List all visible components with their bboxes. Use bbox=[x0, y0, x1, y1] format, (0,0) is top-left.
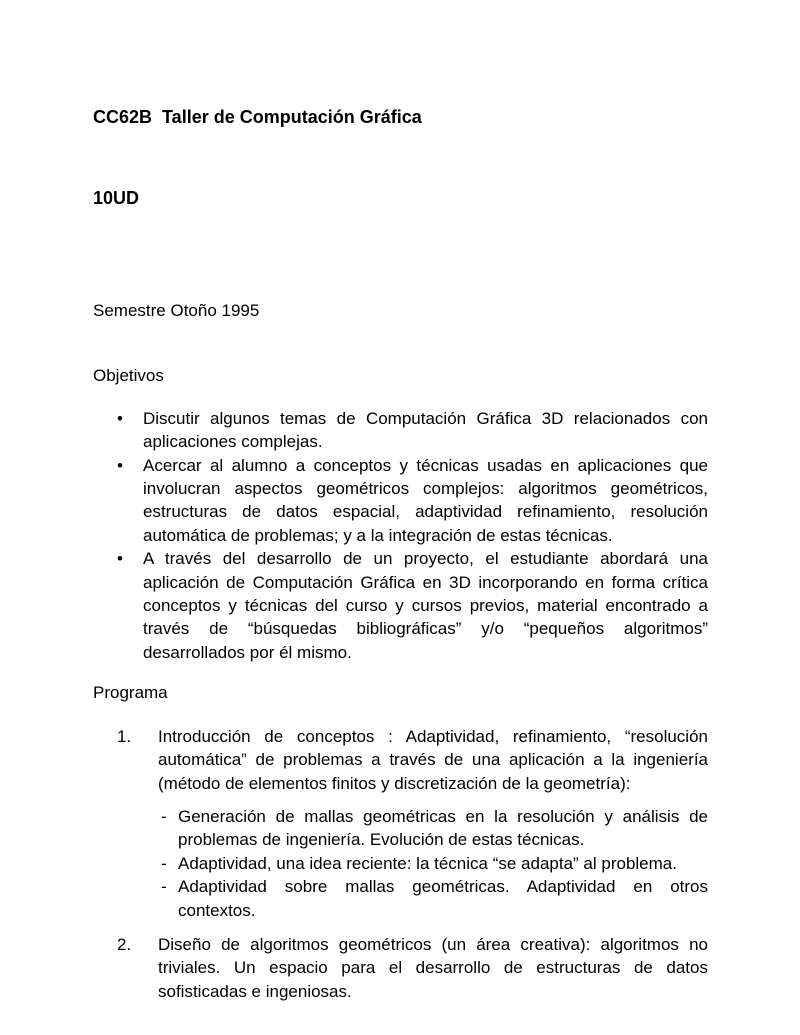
program-item bbox=[93, 725, 708, 922]
program-item-text: Introducción de conceptos : Adaptividad, refinamiento, “resolución automática” de problemas a través de una aplicación a la ingeniería (método de elementos finitos y discretización de la geometría): bbox=[158, 726, 708, 793]
program-item-body bbox=[158, 725, 708, 922]
program-list bbox=[93, 725, 708, 1003]
program-item-number: 2. bbox=[117, 934, 132, 954]
dash-icon: - bbox=[161, 806, 167, 826]
objectives-heading: Objetivos bbox=[93, 366, 164, 386]
dash-text: Generación de mallas geométricas en la resolución y análisis de problemas de ingeniería. Evolución de estas técnicas. bbox=[178, 806, 708, 850]
bullet-list-item bbox=[93, 547, 708, 664]
dash-list-item bbox=[158, 805, 708, 852]
bullet-list-item bbox=[93, 454, 708, 548]
program-subitem-list bbox=[158, 805, 708, 922]
program-heading: Programa bbox=[93, 683, 168, 703]
bullet-icon: • bbox=[117, 455, 123, 475]
course-units-line: 10UD bbox=[93, 188, 140, 208]
program-item-body bbox=[158, 933, 708, 1003]
dash-text: Adaptividad, una idea reciente: la técnica “se adapta” al problema. bbox=[178, 853, 677, 873]
course-title-line: CC62B Taller de Computación Gráfica bbox=[93, 107, 422, 127]
bullet-text: Acercar al alumno a conceptos y técnicas usadas en aplicaciones que involucran aspectos geométricos complejos: algoritmos geométricos, estructuras de datos espacial, adaptividad refinamiento, resolución automática de problemas; y a la integración de estas técnicas. bbox=[143, 455, 708, 545]
program-item-text: Diseño de algoritmos geométricos (un área creativa): algoritmos no triviales. Un espacio para el desarrollo de estructuras de datos sofisticadas e ingeniosas. bbox=[158, 934, 708, 1001]
bullet-text: Discutir algunos temas de Computación Gráfica 3D relacionados con aplicaciones complejas. bbox=[143, 408, 708, 452]
program-item bbox=[93, 933, 708, 1003]
dash-text: Adaptividad sobre mallas geométricas. Adaptividad en otros contextos. bbox=[178, 877, 708, 920]
program-item-number: 1. bbox=[117, 726, 132, 746]
bullet-list-item bbox=[93, 407, 708, 454]
course-header bbox=[93, 50, 708, 266]
dash-list-item bbox=[158, 852, 708, 875]
bullet-icon: • bbox=[117, 549, 123, 569]
dash-icon: - bbox=[161, 853, 167, 873]
objectives-list bbox=[93, 407, 708, 664]
bullet-icon: • bbox=[117, 408, 123, 428]
dash-list-item bbox=[158, 875, 708, 922]
semester-line: Semestre Otoño 1995 bbox=[93, 301, 260, 320]
dash-icon: - bbox=[161, 877, 167, 897]
bullet-text: A través del desarrollo de un proyecto, el estudiante abordará una aplicación de Computación Gráfica en 3D incorporando en forma crítica conceptos y técnicas del curso y cursos previos, material encontrado a través de “búsquedas bibliográficas” y/o “pequeños algoritmos” desarrollados por él mismo. bbox=[143, 549, 708, 662]
